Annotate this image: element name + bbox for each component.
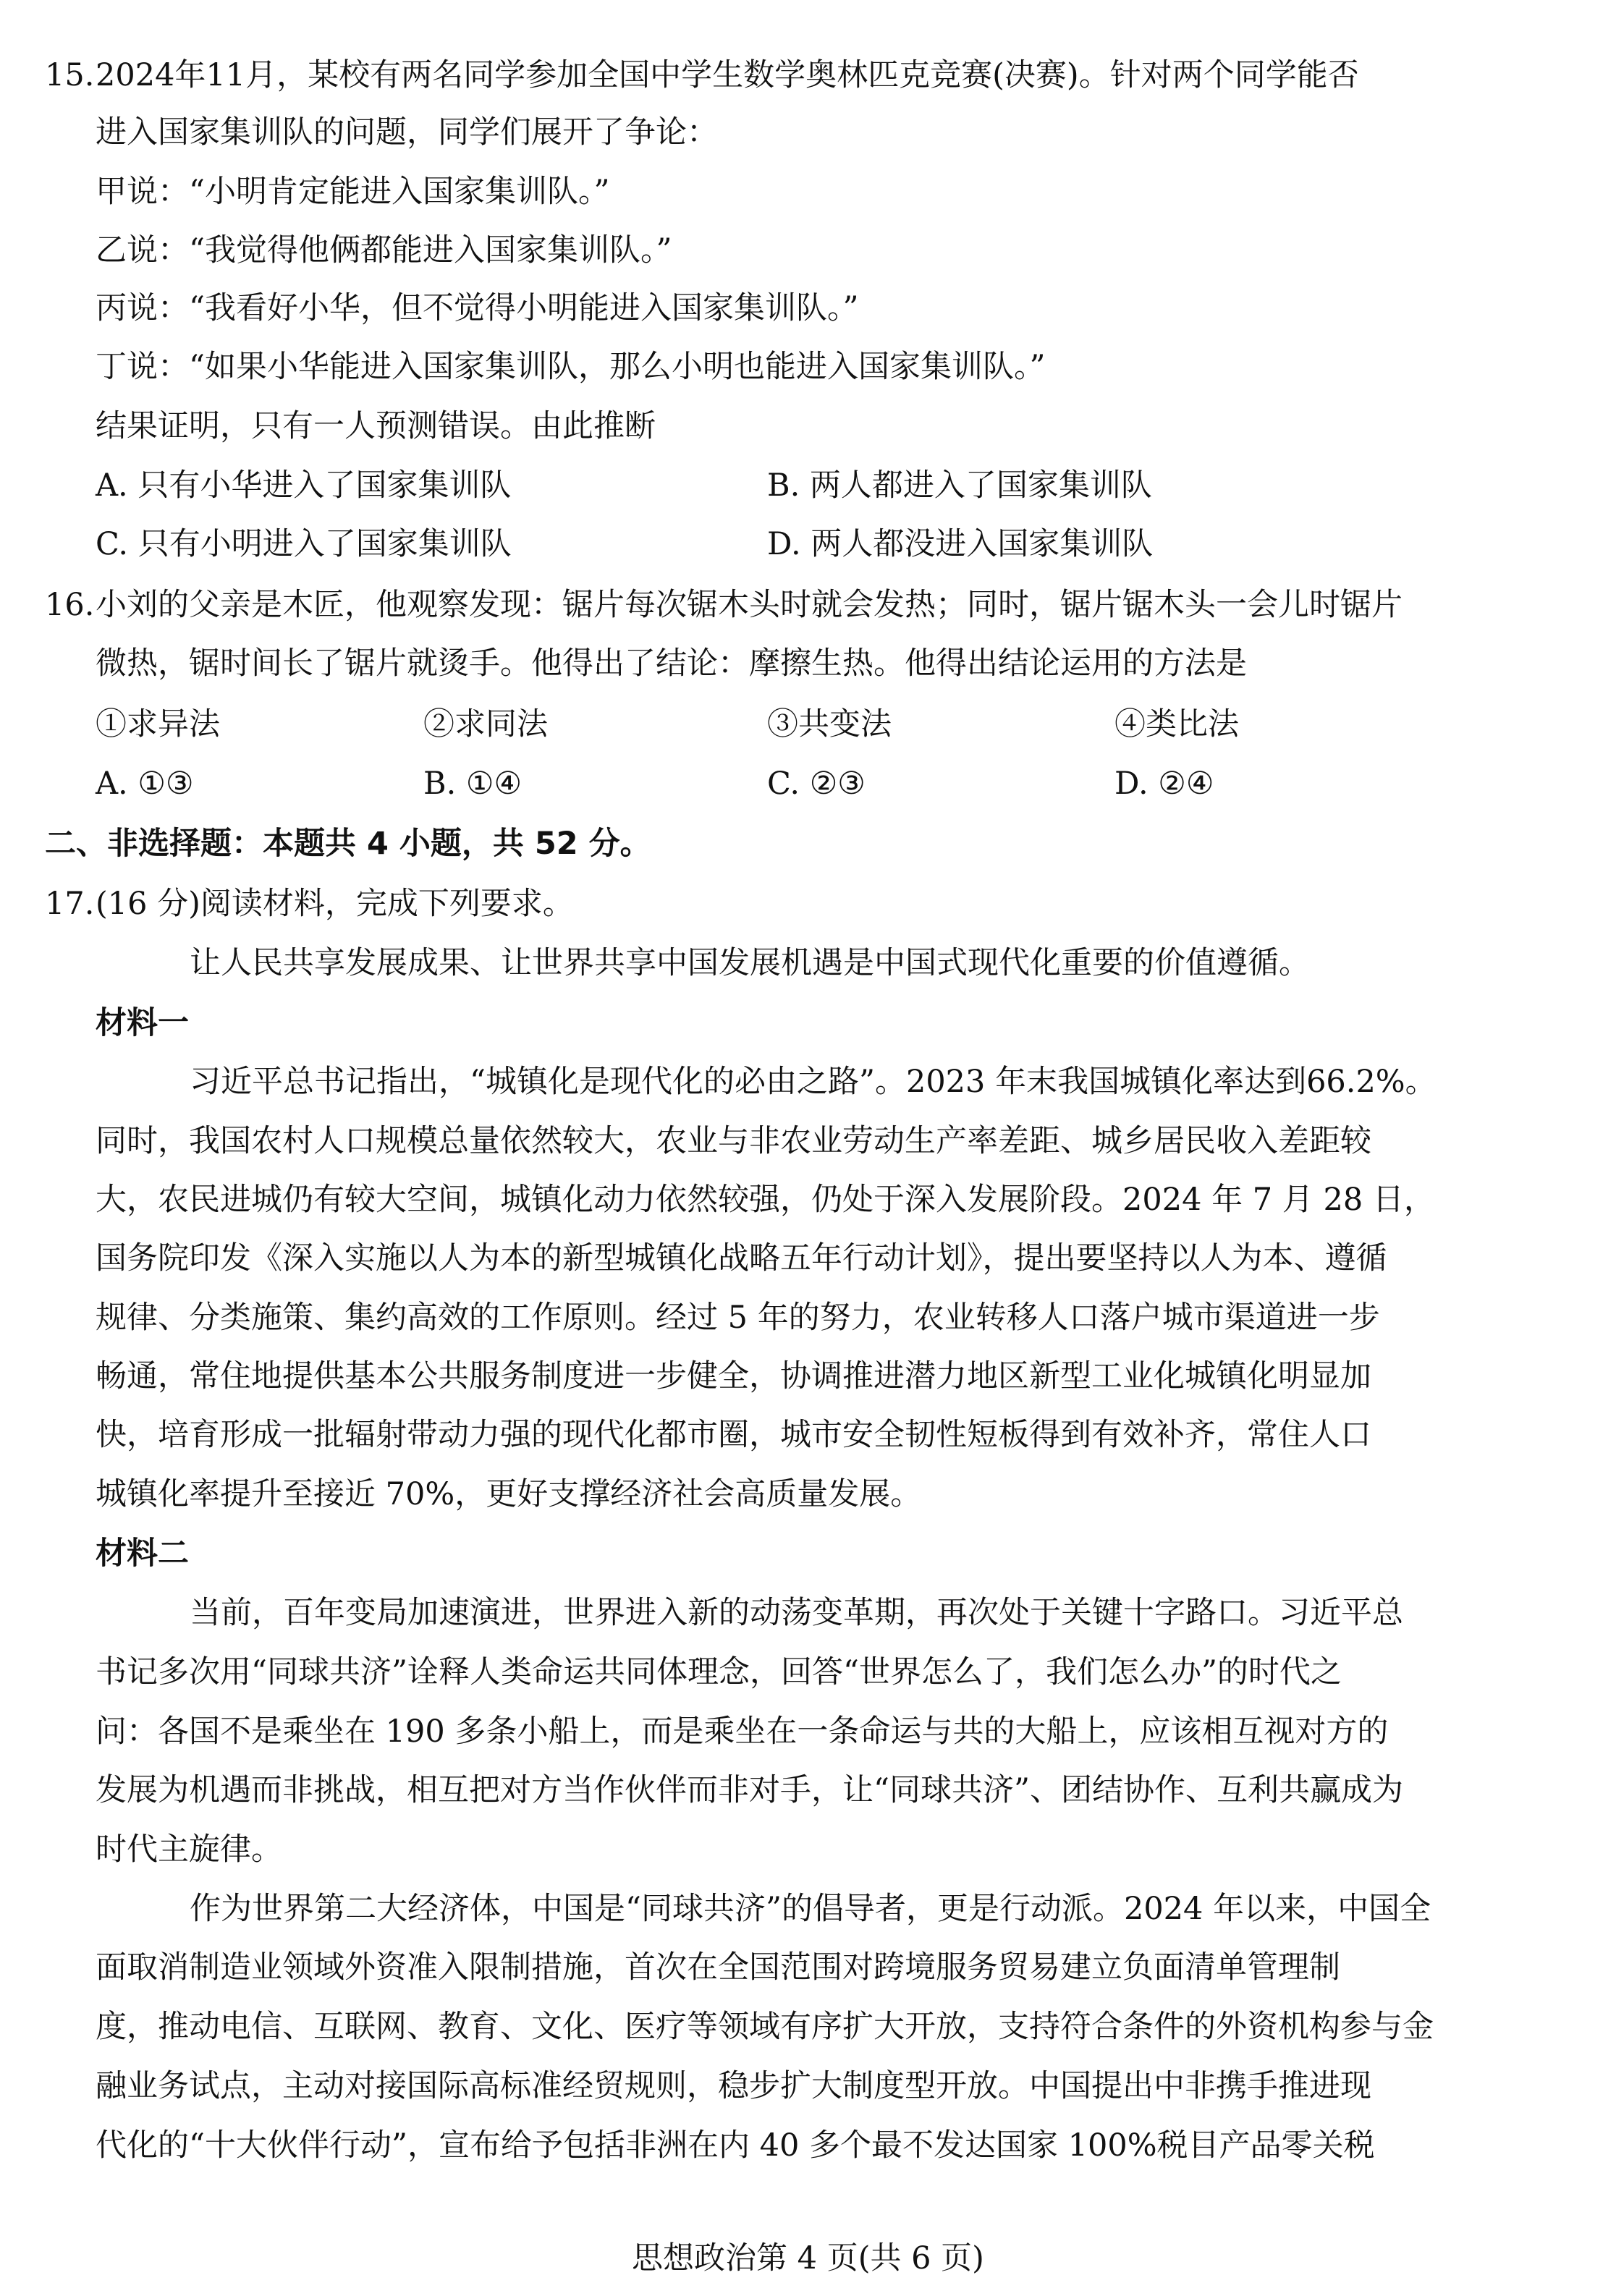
q16-stem-line1: 小刘的父亲是木匠，他观察发现：锯片每次锯木头时就会发热；同时，锯片锯木头一会儿时锯片 (96, 587, 1403, 623)
material1-line: 国务院印发《深入实施以人为本的新型城镇化战略五年行动计划》，提出要坚持以人为本、遵循 (96, 1240, 1387, 1276)
section2-heading: 二、非选择题：本题共 4 小题，共 52 分。 (45, 826, 651, 862)
material2-line: 书记多次用“同球共济”诠释人类命运共同体理念，回答“世界怎么了，我们怎么办”的时代之 (96, 1654, 1342, 1690)
q15-statement-bing: 丙说：“我看好小华，但不觉得小明能进入国家集训队。” (96, 290, 859, 326)
material2-line: 融业务试点，主动对接国际高标准经贸规则，稳步扩大制度型开放。中国提出中非携手推进现 (96, 2068, 1371, 2104)
q16-option-c: C. ②③ (767, 766, 866, 802)
q15-option-c: C. 只有小明进入了国家集训队 (96, 526, 512, 562)
material1-line: 大，农民进城仍有较大空间，城镇化动力依然较强，仍处于深入发展阶段。2024 年 7 月 28 日， (96, 1182, 1435, 1218)
q17-intro: 让人民共享发展成果、让世界共享中国发展机遇是中国式现代化重要的价值遵循。 (190, 945, 1310, 981)
q15-stem-line1: 2024年11月，某校有两名同学参加全国中学生数学奥林匹克竞赛(决赛)。针对两个同学能否 (96, 57, 1359, 93)
q16-option-a: A. ①③ (96, 766, 194, 802)
material2-line: 当前，百年变局加速演进，世界进入新的动荡变革期，再次处于关键十字路口。习近平总 (190, 1595, 1403, 1631)
material1-line: 习近平总书记指出，“城镇化是现代化的必由之路”。2023 年末我国城镇化率达到66.2%。 (190, 1064, 1437, 1100)
q15-number: 15. (45, 57, 95, 93)
material1-line: 快，培育形成一批辐射带动力强的现代化都市圈，城市安全韧性短板得到有效补齐，常住人口 (96, 1417, 1371, 1453)
material1-line: 城镇化率提升至接近 70%，更好支撑经济社会高质量发展。 (96, 1476, 922, 1512)
q16-option-b: B. ①④ (423, 766, 523, 802)
material2-line: 问：各国不是乘坐在 190 多条小船上，而是乘坐在一条命运与共的大船上，应该相互视对方的 (96, 1713, 1389, 1750)
q15-option-d: D. 两人都没进入国家集训队 (767, 526, 1154, 562)
q16-option-d: D. ②④ (1114, 766, 1214, 802)
material2-line: 面取消制造业领域外资准入限制措施，首次在全国范围对跨境服务贸易建立负面清单管理制 (96, 1949, 1340, 1986)
q15-statement-ding: 丁说：“如果小华能进入国家集训队，那么小明也能进入国家集训队。” (96, 349, 1046, 385)
q15-statement-yi: 乙说：“我觉得他俩都能进入国家集训队。” (96, 232, 672, 268)
q15-option-b: B. 两人都进入了国家集训队 (767, 467, 1152, 504)
material2-line: 度，推动电信、互联网、教育、文化、医疗等领域有序扩大开放，支持符合条件的外资机构参与金 (96, 2009, 1434, 2045)
q16-method-1: ①求异法 (96, 706, 220, 742)
q16-number: 16. (45, 587, 95, 623)
material1-line: 规律、分类施策、集约高效的工作原则。经过 5 年的努力，农业转移人口落户城市渠道进一步 (96, 1300, 1380, 1336)
material2-line: 发展为机遇而非挑战，相互把对方当作伙伴而非对手，让“同球共济”、团结协作、互利共赢成为 (96, 1772, 1403, 1808)
q15-statement-jia: 甲说：“小明肯定能进入国家集训队。” (96, 174, 610, 210)
material1-line: 同时，我国农村人口规模总量依然较大，农业与非农业劳动生产率差距、城乡居民收入差距较 (96, 1123, 1371, 1159)
material1-line: 畅通，常住地提供基本公共服务制度进一步健全，协调推进潜力地区新型工业化城镇化明显加 (96, 1358, 1371, 1394)
page-footer: 思想政治第 4 页(共 6 页) (632, 2240, 984, 2276)
q16-stem-line2: 微热，锯时间长了锯片就烫手。他得出了结论：摩擦生热。他得出结论运用的方法是 (96, 645, 1247, 682)
q15-option-a: A. 只有小华进入了国家集训队 (96, 467, 512, 504)
material2-line: 时代主旋律。 (96, 1831, 282, 1868)
q15-stem-line2: 进入国家集训队的问题，同学们展开了争论： (96, 114, 718, 151)
q16-method-3: ③共变法 (767, 706, 892, 742)
q17-number: 17. (45, 886, 95, 922)
material1-title: 材料一 (96, 1005, 189, 1041)
material2-line: 作为世界第二大经济体，中国是“同球共济”的倡导者，更是行动派。2024 年以来，中国全 (190, 1891, 1431, 1927)
q15-conclusion: 结果证明，只有一人预测错误。由此推断 (96, 408, 656, 444)
q17-stem: (16 分)阅读材料，完成下列要求。 (96, 886, 574, 922)
material2-line: 代化的“十大伙伴行动”，宣布给予包括非洲在内 40 多个最不发达国家 100%税目产品零关税 (96, 2127, 1375, 2164)
material2-title: 材料二 (96, 1535, 189, 1572)
q16-method-2: ②求同法 (423, 706, 548, 742)
q16-method-4: ④类比法 (1114, 706, 1239, 742)
